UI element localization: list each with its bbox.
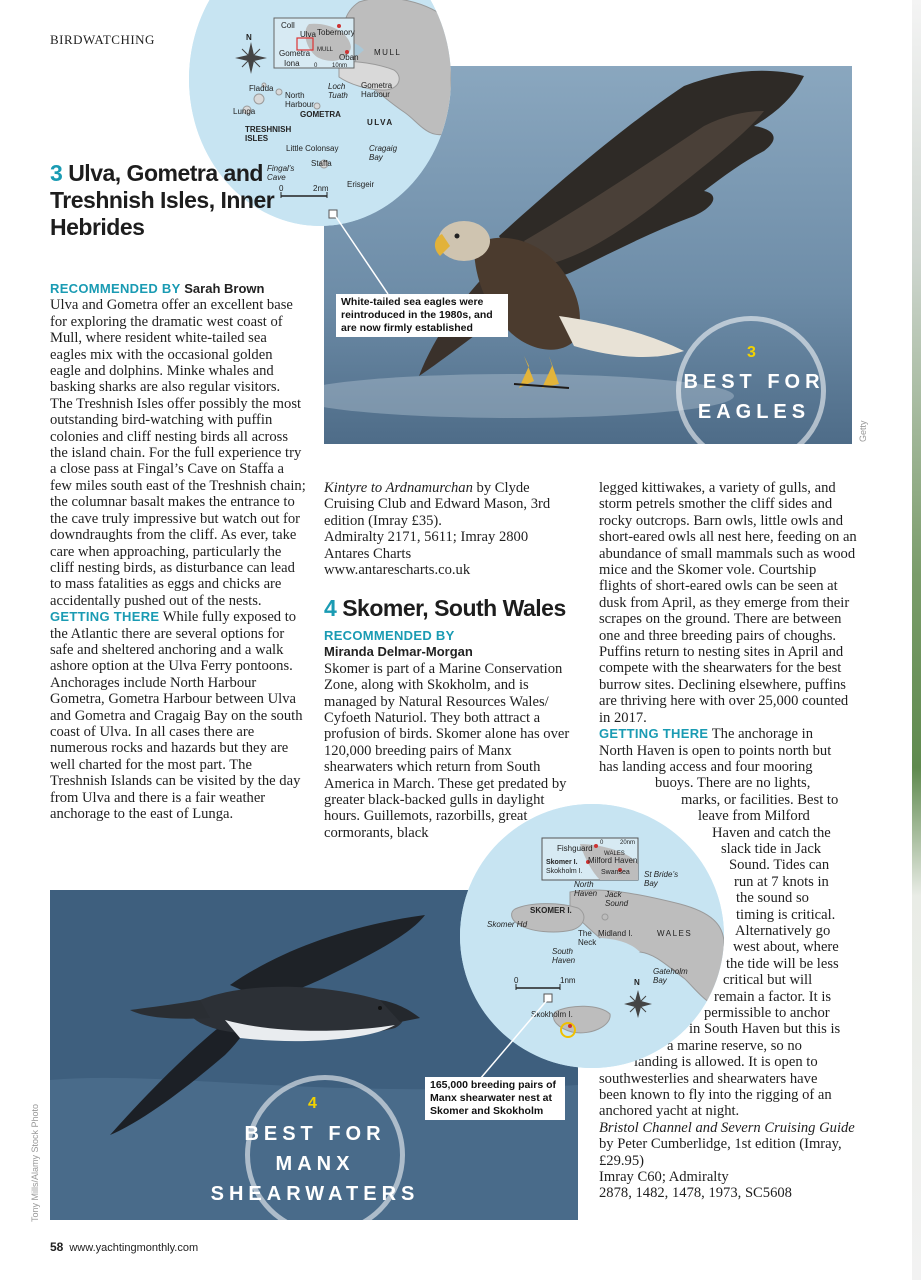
s4-charts-1: Imray C60; Admiralty [599, 1169, 729, 1186]
skomer-map-label-skomer: SKOMER I. [530, 906, 572, 915]
map-label-ulva-small: Ulva [300, 30, 317, 39]
map-north-label: N [246, 33, 252, 42]
s3-getting-there-label: GETTING THERE [50, 609, 160, 625]
map-label-gometra: GOMETRA [300, 110, 341, 119]
skomer-map-label-fishguard: Fishguard [557, 844, 593, 853]
s4-guide-title: Bristol Channel and Severn Cruising Guide [599, 1119, 855, 1136]
eagle-caption: White-tailed sea eagles were reintroduced in the 1980s, and are now firmly established [336, 294, 508, 337]
skomer-map-label-gateholm: Gateholm Bay [653, 967, 688, 985]
skomer-map-scale-one: 1nm [560, 976, 576, 985]
skomer-map-label-twenty-nm: 20nm [620, 840, 636, 846]
map-label-fingals-cave: Fingal’s Cave [267, 164, 295, 182]
section-3-body-column [50, 281, 306, 822]
shearwater-photo-credit: Tony Mills/Alamy Stock Photo [30, 1103, 40, 1222]
map-label-staffa: Staffa [311, 159, 332, 168]
skomer-map-label-south-haven: South Haven [552, 947, 576, 965]
map-label-mull: MULL [374, 48, 402, 57]
map-label-zero-small: 0 [314, 63, 318, 69]
map-label-treshnish: TRESHNISH ISLES [245, 125, 292, 143]
skomer-map-label-wales-small: WALES [604, 851, 625, 857]
skomer-map-label-jack-sound: Jack Sound [605, 890, 629, 908]
section-label: BIRDWATCHING [50, 32, 155, 47]
map-label-gometra-harbour: Gometra Harbour [361, 81, 393, 99]
badge-number-shearwaters: 4 [308, 1095, 322, 1112]
map-label-fladda: Fladda [249, 84, 274, 93]
s3-recommended-label: RECOMMENDED BY [50, 281, 181, 296]
map-label-little-colonsay: Little Colonsay [286, 144, 339, 153]
page-footer [50, 1240, 198, 1254]
s3-guide-title: Kintyre to Ardnamurchan [324, 480, 473, 496]
skomer-map-label-st-brides: St Bride’s Bay [644, 870, 679, 888]
skomer-map-label-swansea: Swansea [601, 869, 630, 876]
badge-line1-shearwaters: BEST FOR [244, 1123, 386, 1145]
skomer-map-label-milford: Milford Haven [588, 856, 638, 865]
badge-line2-shearwaters: MANX [275, 1153, 355, 1175]
map-label-cragaig: Cragaig Bay [369, 144, 398, 162]
s4-charts-2: 2878, 1482, 1478, 1973, SC5608 [599, 1185, 792, 1202]
skomer-map-north-label: N [634, 978, 640, 987]
s3-charts: Admiralty 2171, 5611; Imray 2800 [324, 529, 529, 546]
skomer-map-label-the-neck: The Neck [578, 929, 597, 947]
section-4-heading: 4 Skomer, South Wales [324, 595, 566, 621]
footer-url: www.yachtingmonthly.com [69, 1242, 199, 1254]
badge-number-eagles: 3 [747, 344, 761, 361]
adjacent-page-edge [912, 0, 921, 1280]
skomer-map-pointer [460, 995, 560, 1085]
section-4-body-column [324, 628, 582, 841]
s4-body-col2: Skomer is part of a Marine Conservation Zone, along with Skokholm, and is managed by Natural Resources Wales/ Cyfoeth Naturiol. They both attract a profusion of birds. Skomer alone has over 120,000 breeding pairs of Manx shearwaters which return from South America in March. These get predated by greater black-backed gulls in daylight hours. Guillemots, razorbills, great cormorants, black [324, 660, 570, 841]
badge-line2-eagles: EAGLES [697, 401, 811, 423]
s4-recommended-label: RECOMMENDED BY [324, 628, 455, 643]
map-label-ten-nm: 10nm [332, 63, 348, 69]
s4-body-col3: legged kittiwakes, a variety of gulls, and storm petrels smother the cliff sides and rocky outcrops. Barn owls, little owls and short-eared owls all nest here, feeding on an abundance of small mammals such as wood mice and the Skomer vole. Courtship flights of short-eared owls can be seen at dusk from April, as they emerge from their scrapes on the ground. There are between one and three breeding pairs of choughs. Puffins return to nesting sites in April and compete with the shearwaters for the best burrow sites. Declining elsewhere, puffins are thriving here with over 25,000 counted in 2017. [599, 480, 857, 726]
map-label-ulva: ULVA [367, 118, 394, 127]
map-scale-two: 2nm [313, 184, 329, 193]
skomer-map-label-skomer-small: Skomer I. [546, 859, 578, 866]
badge-line1-eagles: BEST FOR [683, 371, 825, 393]
map-label-iona: Iona [284, 59, 300, 68]
map-label-lunga: Lunga [233, 107, 256, 116]
map-label-gometra-small: Gometra [279, 49, 311, 58]
s4-getting-there-label: GETTING THERE [599, 726, 709, 742]
map-label-tobermory: Tobermory [317, 28, 355, 37]
s3-recommender-name: Sarah Brown [184, 281, 265, 296]
map-label-north-harbour: North Harbour [285, 91, 314, 109]
map-label-oban: Oban [339, 53, 359, 62]
page-number: 58 [50, 1240, 64, 1254]
section-3-heading: 3 Ulva, Gometra and Treshnish Isles, Inner Hebrides [50, 160, 275, 240]
map-label-mull-small: MULL [317, 47, 334, 53]
s3-body-text: Ulva and Gometra offer an excellent base for exploring the dramatic west coast of Mull, where resident white-tailed sea eagles mix with the occasional golden eagle and dolphins. Minke whales and basking sharks are also regular visitors. The Treshnish Isles offer possibly the most outstanding bird-watching with puffin colonies and cliff nesting birds all across the island chain. For the full experience try a close pass at Fingal’s Cave on Staffa a few miles south east of the Treshnish chain; the columnar basalt makes the entrance to the cave truly impressive but watch out for downdraughts from the cliff. As ever, take care when approaching, particularly the cliff nesting birds, as disturbance can lead to mass fatalities as eggs and chicks are accidentally pushed out of the nests. [50, 297, 306, 609]
s4-getting-there: GETTING THERE The anchorage in North Haven is open to points north but has landing access and four mooring buoys. There are no lights, marks, or facilities. Best to leave from Milford Haven and catch the slack tide in Jack Sound. Tides can run at 7 knots in the sound so timing is critical. Alternatively go west about, where the tide will be less critical but will remain a factor. It is permissible to anchor in South Haven but this is a marine reserve, so no landing is allowed. It is open to southwesterlies and shearwaters have been known to fly into the rigging of an anchored yacht at night. [599, 726, 841, 1120]
map-label-erisgeir: Erisgeir [347, 180, 375, 189]
badge-line3-shearwaters: SHEARWATERS [210, 1183, 420, 1205]
eagle-photo-credit: Getty [858, 420, 868, 442]
s4-guide-details: by Peter Cumberlidge, 1st edition (Imray, £29.95) [599, 1136, 842, 1169]
map-scale-zero: 0 [279, 184, 284, 193]
section-3-pilot-info [324, 480, 582, 578]
skomer-map-label-skokholm-small: Skokholm I. [546, 868, 583, 875]
skomer-map-label-skokholm: Skokholm I. [531, 1010, 573, 1019]
skomer-map-label-north-haven: North Haven [574, 880, 598, 898]
skomer-map-label-skomer-hd: Skomer Hd [487, 920, 528, 929]
s4-recommender-name: Miranda Delmar-Morgan [324, 644, 473, 660]
skomer-map-label-midland: Midland I. [598, 929, 633, 938]
shearwater-caption: 165,000 breeding pairs of Manx shearwater nest at Skomer and Skokholm [425, 1077, 565, 1120]
s3-getting-there-text: While fully exposed to the Atlantic there are several options for safe and sheltered anchoring and a walk ashore option at the Ulva Ferry pontoons. Anchorages include North Harbour Gometra, Gometra Harbour between Ulva and Gometra and Cragaig Bay on the south coast of Ulva. In all cases there are numerous rocks and hazards but they are well charted for the most part. The Treshnish Islands can be visited by the day from Ulva and there is a fair weather anchorage to the east of Lunga. [50, 609, 303, 822]
map-label-loch-tuath: Loch Tuath [328, 82, 348, 100]
mull-map-pointer [330, 210, 430, 300]
skomer-map-scale-zero: 0 [514, 976, 519, 985]
s3-guide-details: by Clyde Cruising Club and Edward Mason, 3rd edition (Imray £35). [324, 480, 551, 529]
s3-antares: Antares Charts [324, 545, 412, 562]
skomer-map-label-wales: WALES [657, 929, 693, 938]
s3-url: www.antarescharts.co.uk [324, 562, 471, 579]
map-label-coll: Coll [281, 21, 295, 30]
skomer-map-label-zero-small: 0 [600, 840, 604, 846]
